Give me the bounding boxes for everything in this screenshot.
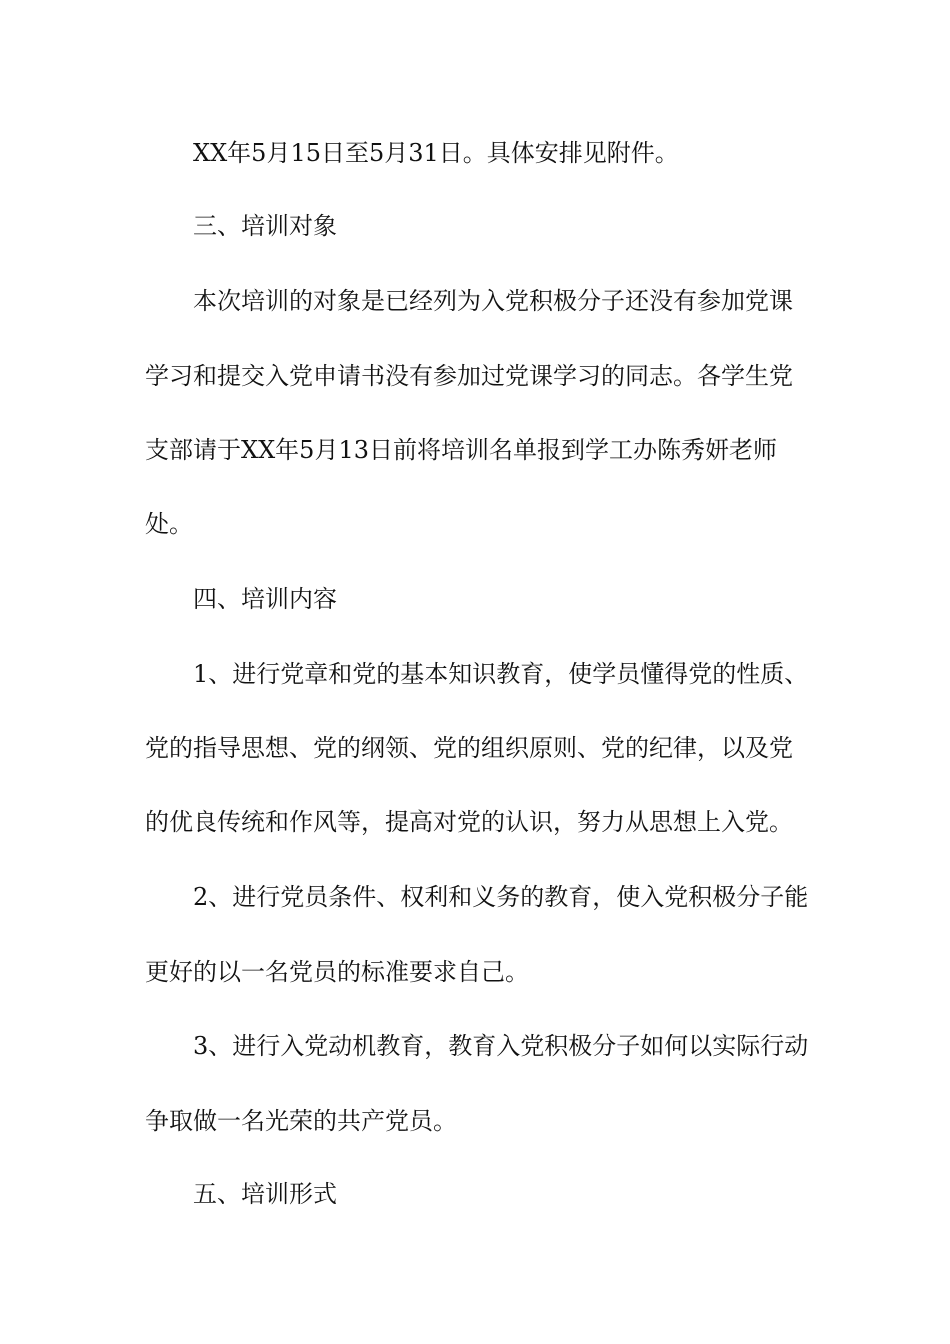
paragraph-line: 的优良传统和作风等，提高对党的认识，努力从思想上入党。 xyxy=(145,808,793,836)
paragraph-line: 处。 xyxy=(145,510,193,538)
text-line-date-range: XX年5月15日至5月31日。具体安排见附件。 xyxy=(193,139,679,167)
paragraph-line: 3、进行入党动机教育，教育入党积极分子如何以实际行动 xyxy=(193,1032,809,1060)
paragraph-line: 本次培训的对象是已经列为入党积极分子还没有参加党课 xyxy=(193,287,793,315)
section-heading-training-form: 五、培训形式 xyxy=(193,1180,337,1208)
paragraph-line: 争取做一名光荣的共产党员。 xyxy=(145,1107,457,1135)
paragraph-line: 学习和提交入党申请书没有参加过党课学习的同志。各学生党 xyxy=(145,362,793,390)
paragraph-line: 1、进行党章和党的基本知识教育，使学员懂得党的性质、 xyxy=(193,660,809,688)
paragraph-line: 支部请于XX年5月13日前将培训名单报到学工办陈秀妍老师 xyxy=(145,436,777,464)
section-heading-training-content: 四、培训内容 xyxy=(193,585,337,613)
paragraph-line: 更好的以一名党员的标准要求自己。 xyxy=(145,958,529,986)
section-heading-training-target: 三、培训对象 xyxy=(193,212,337,240)
paragraph-line: 2、进行党员条件、权利和义务的教育，使入党积极分子能 xyxy=(193,883,809,911)
paragraph-line: 党的指导思想、党的纲领、党的组织原则、党的纪律，以及党 xyxy=(145,734,793,762)
